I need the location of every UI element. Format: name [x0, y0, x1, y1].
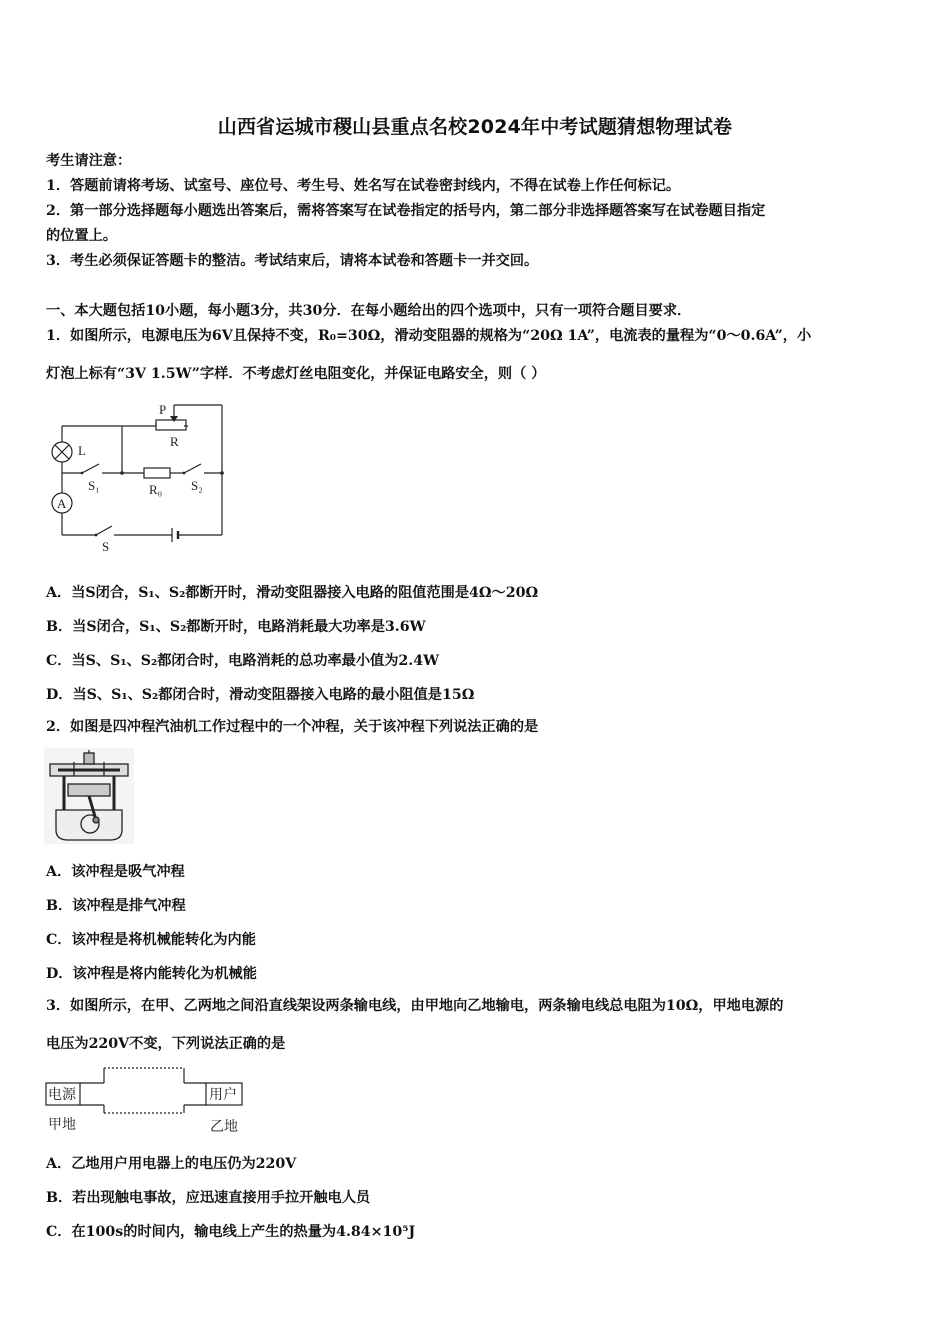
label-R0: R₀ — [149, 482, 163, 497]
place-b-label: 乙地 — [210, 1119, 238, 1135]
q1-stem-line2: 灯泡上标有“3V 1.5W”字样．不考虑灯丝电阻变化，并保证电路安全，则（ ） — [46, 366, 546, 382]
q1-stem-line1: 1．如图所示，电源电压为6V且保持不变，R₀=30Ω，滑动变阻器的规格为“20Ω 1A”，电流表的量程为“0～0.6A”，小 — [46, 328, 812, 344]
page-title: 山西省运城市稷山县重点名校2024年中考试题猜想物理试卷 — [217, 116, 733, 138]
q1-option-d: D．当S、S₁、S₂都闭合时，滑动变阻器接入电路的最小阻值是15Ω — [46, 687, 475, 703]
transmission-line-diagram — [44, 1066, 254, 1138]
q3-stem-line1: 3．如图所示，在甲、乙两地之间沿直线架设两条输电线，由甲地向乙地输电，两条输电线总电阻为10Ω，甲地电源的 — [46, 998, 784, 1014]
notice-item-1: 1．答题前请将考场、试室号、座位号、考生号、姓名写在试卷密封线内，不得在试卷上作任何标记。 — [46, 178, 681, 194]
notice-item-2-line2: 的位置上。 — [46, 228, 117, 244]
label-L: L — [78, 443, 86, 458]
label-A: A — [57, 496, 67, 511]
user-box-label: 用户 — [209, 1087, 237, 1103]
q3-option-c: C．在100s的时间内，输电线上产生的热量为4.84×10⁵J — [46, 1224, 416, 1240]
q1-option-a: A．当S闭合，S₁、S₂都断开时，滑动变阻器接入电路的阻值范围是4Ω～20Ω — [46, 585, 539, 601]
q3-stem-line2: 电压为220V不变，下列说法正确的是 — [46, 1036, 286, 1052]
q2-option-b: B．该冲程是排气冲程 — [46, 898, 186, 914]
q2-option-c: C．该冲程是将机械能转化为内能 — [46, 932, 256, 948]
label-R: R — [170, 434, 179, 449]
q1-option-c: C．当S、S₁、S₂都闭合时，电路消耗的总功率最小值为2.4W — [46, 653, 440, 669]
label-P: P — [159, 402, 167, 417]
engine-stroke-diagram — [44, 748, 134, 844]
q2-stem: 2．如图是四冲程汽油机工作过程中的一个冲程，关于该冲程下列说法正确的是 — [46, 719, 539, 735]
q2-option-a: A．该冲程是吸气冲程 — [46, 864, 185, 880]
label-S2: S₂ — [191, 478, 203, 493]
source-box-label: 电源 — [48, 1087, 76, 1103]
notice-item-3: 3．考生必须保证答题卡的整洁。考试结束后，请将本试卷和答题卡一并交回。 — [46, 253, 539, 269]
q2-option-d: D．该冲程是将内能转化为机械能 — [46, 966, 257, 982]
label-S1: S₁ — [88, 478, 100, 493]
place-a-label: 甲地 — [48, 1117, 76, 1133]
q1-circuit-diagram — [44, 400, 234, 560]
notice-item-2-line1: 2．第一部分选择题每小题选出答案后，需将答案写在试卷指定的括号内，第二部分非选择题答案写在试卷题目指定 — [46, 203, 766, 219]
label-S: S — [102, 539, 110, 554]
section-heading: 一、本大题包括10小题，每小题3分，共30分．在每小题给出的四个选项中，只有一项符合题目要求． — [46, 303, 692, 319]
q1-option-b: B．当S闭合，S₁、S₂都断开时，电路消耗最大功率是3.6W — [46, 619, 426, 635]
q3-option-b: B．若出现触电事故，应迅速直接用手拉开触电人员 — [46, 1190, 371, 1206]
notice-heading: 考生请注意： — [46, 153, 132, 169]
q3-option-a: A．乙地用户用电器上的电压仍为220V — [46, 1156, 297, 1172]
